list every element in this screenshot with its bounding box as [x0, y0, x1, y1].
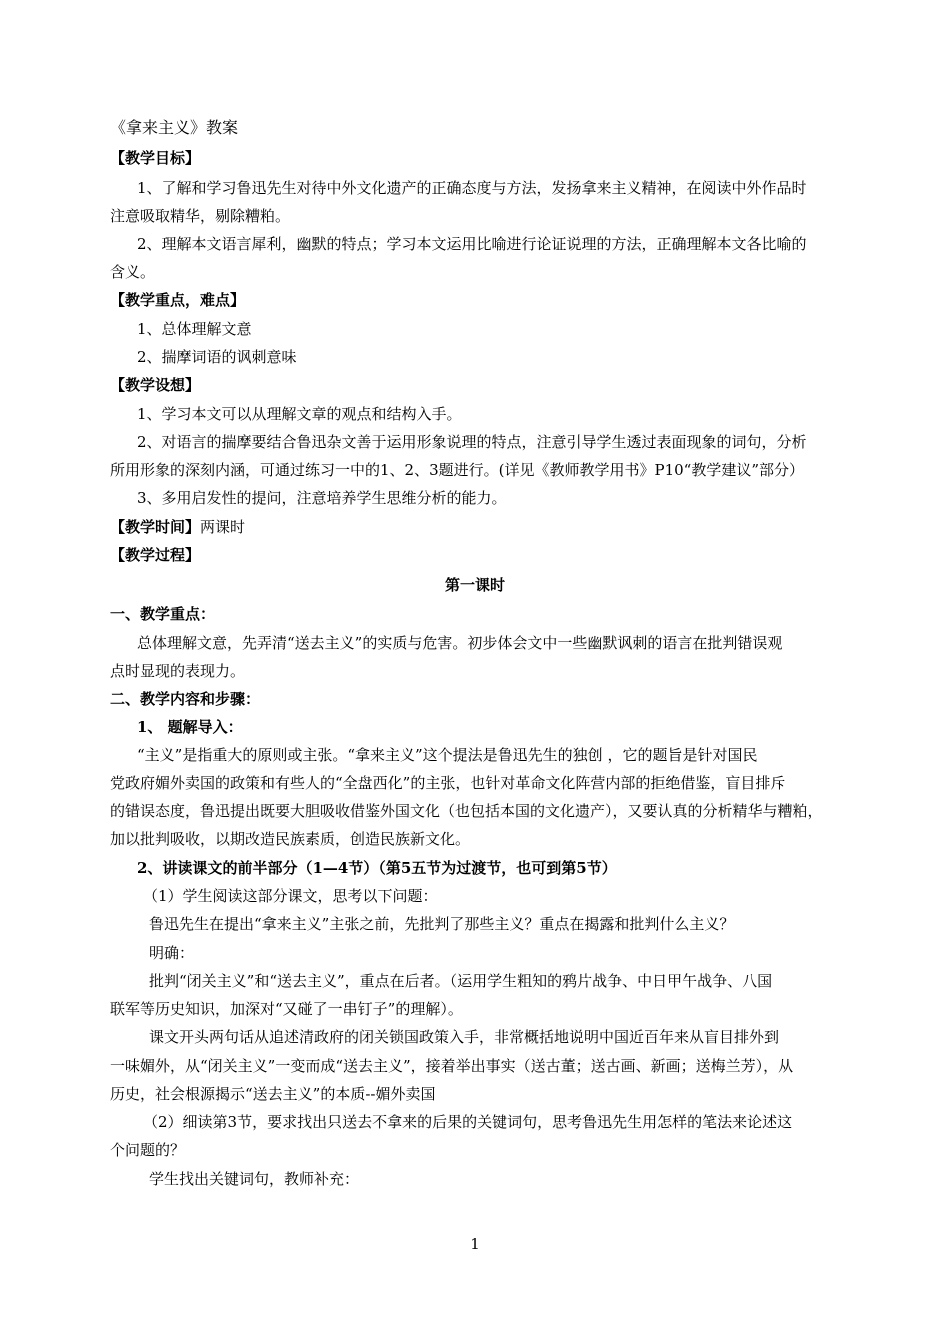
step-1-line-4: 加以批判吸收，以期改造民族素质，创造民族新文化。 [110, 830, 471, 848]
objective-2-line-1: 2、理解本文语言犀利，幽默的特点；学习本文运用比喻进行论证说理的方法，正确理解本文各比喻的 [137, 235, 807, 253]
paragraph-line-3: 历史，社会根源揭示“送去主义”的本质--媚外卖国 [110, 1085, 436, 1103]
design-item-1: 1、学习本文可以从理解文章的观点和结构入手。 [137, 405, 462, 423]
question-1-answer-line-2: 联军等历史知识，加深对“又碰了一串钉子”的理解）。 [110, 1000, 463, 1018]
question-1-answer-line-1: 批判“闭关主义”和“送去主义”，重点在后者。（运用学生粗知的鸦片战争、中日甲午战争、八国 [149, 972, 773, 990]
section-1-line-2: 点时显现的表现力。 [110, 662, 246, 680]
question-2-line-2: 个问题的？ [110, 1141, 186, 1159]
question-2-line-1: （2）细读第3节，要求找出只送去不拿来的后果的关键词句，思考鲁迅先生用怎样的笔法来论述这 [143, 1113, 793, 1131]
teaching-time [110, 517, 245, 537]
step-1-line-2: 党政府媚外卖国的政策和有些人的“全盘西化”的主张，也针对革命文化阵营内部的拒绝借鉴，盲目排斥 [110, 774, 786, 792]
question-1: （1）学生阅读这部分课文，思考以下问题： [143, 887, 438, 905]
paragraph-line-1: 课文开头两句话从追述清政府的闭关锁国政策入手，非常概括地说明中国近百年来从盲目排外到 [149, 1028, 780, 1046]
process-heading: 【教学过程】 [110, 546, 201, 564]
teaching-time-heading: 【教学时间】 [110, 518, 201, 536]
session-title: 第一课时 [444, 576, 505, 594]
objective-1-line-2: 注意吸取精华，剔除糟粕。 [110, 207, 291, 225]
paragraph-line-2: 一味媚外，从“闭关主义”一变而成“送去主义”，接着举出事实（送古董；送古画、新画；送梅兰芳），从 [110, 1057, 794, 1075]
step-1-heading: 1、 题解导入： [137, 718, 243, 736]
section-1-heading: 一、教学重点： [110, 605, 216, 623]
key-points-heading: 【教学重点，难点】 [110, 291, 246, 309]
objective-2-line-2: 含义。 [110, 263, 156, 281]
teaching-time-value: 两课时 [200, 518, 246, 536]
section-1-line-1: 总体理解文意，先弄清“送去主义”的实质与危害。初步体会文中一些幽默讽刺的语言在批判错误观 [137, 634, 783, 652]
step-1-line-1: “主义”是指重大的原则或主张。“拿来主义”这个提法是鲁迅先生的独创 ，它的题旨是针对国民 [137, 746, 758, 764]
design-item-3: 3、多用启发性的提问，注意培养学生思维分析的能力。 [137, 489, 507, 507]
question-1-clarify-label: 明确： [149, 944, 195, 962]
question-1-text: 鲁迅先生在提出“拿来主义”主张之前，先批判了那些主义？重点在揭露和批判什么主义？ [149, 915, 735, 933]
page-number: 1 [470, 1235, 480, 1253]
key-point-1: 1、总体理解文意 [137, 320, 252, 338]
key-point-2: 2、揣摩词语的讽刺意味 [137, 348, 297, 366]
step-2-heading: 2、讲读课文的前半部分（1—4节）（第5五节为过渡节，也可到第5节） [137, 859, 617, 877]
section-2-heading: 二、教学内容和步骤： [110, 690, 261, 708]
question-2-followup: 学生找出关键词句，教师补充： [149, 1170, 360, 1188]
design-heading: 【教学设想】 [110, 376, 201, 394]
design-item-2-line-1: 2、对语言的揣摩要结合鲁迅杂文善于运用形象说理的特点，注意引导学生透过表面现象的词句，分析 [137, 433, 807, 451]
document-title: 《拿来主义》教案 [110, 118, 239, 137]
objectives-heading: 【教学目标】 [110, 149, 201, 167]
objective-1-line-1: 1、了解和学习鲁迅先生对待中外文化遗产的正确态度与方法，发扬拿来主义精神，在阅读中外作品时 [137, 179, 807, 197]
step-1-line-3: 的错误态度，鲁迅提出既要大胆吸收借鉴外国文化（也包括本国的文化遗产），又要认真的分析精华与糟粕， [110, 802, 823, 820]
design-item-2-line-2: 所用形象的深刻内涵，可通过练习一中的1、2、3题进行。(详见《教师教学用书》P10“教学建议”部分） [110, 461, 805, 479]
